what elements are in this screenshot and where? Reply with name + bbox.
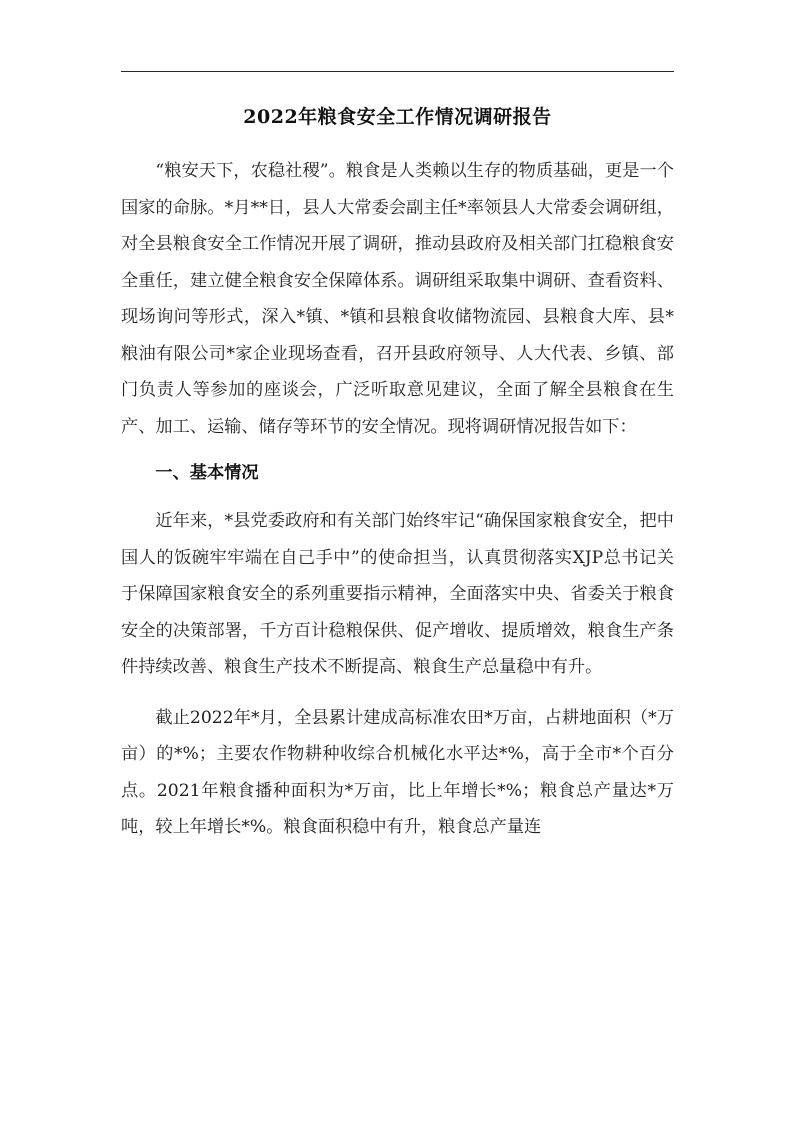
section-heading-basic-situation: 一、基本情况: [155, 463, 259, 483]
section-1-paragraph-2: 截止2022年*月，全县累计建成高标准农田*万亩，占耕地面积（*万亩）的*%；主要农作物耕种收综合机械化水平达*%，高于全市*个百分点。2021年粮食播种面积为*万亩，比上年增长*%；粮食总产量达*万吨，较上年增长*%。粮食面积稳中有升，粮食总产量连: [121, 707, 674, 837]
header-rule: [121, 71, 674, 72]
intro-paragraph: “粮安天下，农稳社稷”。粮食是人类赖以生存的物质基础，更是一个国家的命脉。*月**日，县人大常委会副主任*率领县人大常委会调研组，对全县粮食安全工作情况开展了调研，推动县政府及相关部门扛稳粮食安全重任，建立健全粮食安全保障体系。调研组采取集中调研、查看资料、现场询问等形式，深入*镇、*镇和县粮食收储物流园、县粮食大库、县*粮油有限公司*家企业现场查看，召开县政府领导、人大代表、乡镇、部门负责人等参加的座谈会，广泛听取意见建议，全面了解全县粮食在生产、加工、运输、储存等环节的安全情况。现将调研情况报告如下：: [121, 161, 674, 437]
document-body: [121, 97, 674, 846]
section-1-paragraph-1: 近年来，*县党委政府和有关部门始终牢记“确保国家粮食安全，把中国人的饭碗牢牢端在自己手中”的使命担当，认真贯彻落实XJP总书记关于保障国家粮食安全的系列重要指示精神，全面落实中央、省委关于粮食安全的决策部署，千方百计稳粮保供、促产增收、提质增效，粮食生产条件持续改善、粮食生产技术不断提高、粮食生产总量稳中有升。: [121, 511, 674, 677]
document-title: 2022年粮食安全工作情况调研报告: [243, 106, 552, 128]
